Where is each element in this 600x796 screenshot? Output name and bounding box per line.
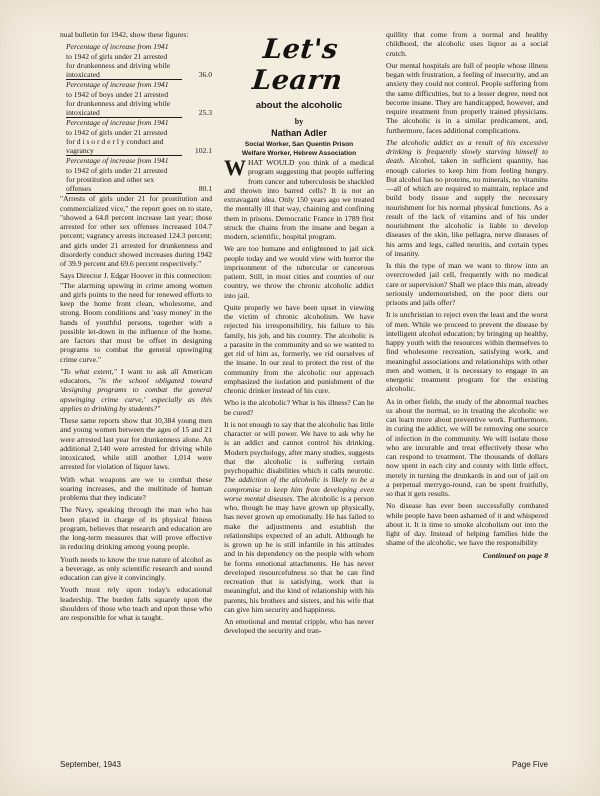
statistic-entry (60, 156, 212, 194)
statistic-text: for drunkenness and driving while (66, 98, 171, 108)
paragraph (224, 420, 374, 614)
paragraph: An emotional and mental cripple, who has never developed the security and tran- (224, 617, 374, 636)
page-footer (60, 760, 548, 769)
paragraph: Says Director J. Edgar Hoover in this connection: "The alarming upswing in crime among women and girls points to the need for renewed efforts to keep the home front clean, wholesome, and strong. Boom conditions and 'easy money' in the hands of youthful persons, together with a possible let-down in the influence of the home, are factors that must be offset in designing programs to combat the general upswinging crime curve." (60, 271, 212, 364)
text: HAT WOULD you think of a medical program suggesting that people suffering from cancer and tuberculosis be shackled and thrown into barred cells? It is not an extravagant idea. Only 150 years ago we treated the mentally ill that way, chaining and confining them in prisons. Democratic France in 1789 first struck the chains from the insane and began a modern, scientific, hospital program. (224, 158, 374, 241)
statistic-text: for d i s o r d e r l y conduct and (66, 136, 164, 146)
paragraph: No disease has ever been successfully combated while people have been ashamed of it and whispered about it. It is time to smoke alcoholism out into the light of day. Instead of helping families hide the shame of the alcoholic, we have the responsibility (386, 501, 548, 548)
statistic-text: to 1942 of girls under 21 arrested (66, 51, 168, 61)
right-column (386, 30, 548, 563)
statistic-value: 25.3 (198, 108, 212, 117)
article-subtitle: about the alcoholic (255, 100, 343, 111)
statistic-entry (60, 42, 212, 80)
paragraph: Quite properly we have been upset in viewing the victim of chronic alcoholism. We have rejected his irresponsibility, his failure to his family, his job, and his country. The alcoholic is a parasite in the community and so we wanted to get rid of him as, formerly, we rid ourselves of the insane. In our zeal to protect the rest of the community from the alcoholic our approach emphasized the isolation and punishment of the chronic drinker instead of his cure. (224, 302, 374, 395)
paragraph: Who is the alcoholic? What is his illness? Can he be cured? (224, 398, 374, 417)
statistic-text: to 1942 of boys under 21 arrested (66, 89, 169, 99)
paragraph: "Arrests of girls under 21 for prostitution and commercialized vice," the report goes on to state, "showed a 64.8 percent increase last year; those arrested for other sex offenses increased 104.7 percent; vagrancy arrests increased 124.3 percent; and girls under 21 arrested for drunkenness and disorderly conduct showed increases during 1942 of 39.9 percent and 69.6 percent respectively." (60, 194, 212, 268)
statistic-category: intoxicated (66, 70, 182, 80)
statistic-text: for drunkenness and driving while (66, 60, 171, 70)
byline-by: by (294, 117, 304, 126)
author-role: Social Worker, San Quentin Prison (244, 141, 354, 148)
statistic-category: intoxicated (66, 108, 182, 118)
paragraph: These same reports show that 10,384 young men and young women between the ages of 15 and 21 were arrested last year for drunkenness alone. An additional 2,140 were arrested for driving while intoxicated, while still another 1,014 were arrested for violation of liquor laws. (60, 416, 212, 472)
paragraph: Youth needs to know the true nature of alcohol as a beverage, as only scientific research and sound education can give it convincingly. (60, 554, 212, 582)
drop-cap: W (224, 155, 246, 180)
statistic-text: to 1942 of girls under 21 arrested (66, 127, 168, 137)
paragraph (224, 155, 374, 241)
statistic-text: for prostitution and other sex (66, 174, 155, 184)
intro-line: nual bulletin for 1942, show these figures: (60, 30, 189, 39)
continued-note: Continued on page 8 (482, 550, 548, 560)
emphasis: The addiction of the alcoholic is likely to be a compromise to keep him from developing even worse mental diseases. (224, 475, 374, 503)
paragraph: Youth must rely upon today's educational leadership. The burden falls squarely upon the shoulders of those who teach and upon those who are responsible for what is taught. (60, 585, 212, 622)
left-column (60, 30, 212, 625)
page-number: Page Five (511, 760, 548, 769)
statistic-entry (60, 118, 212, 156)
text: The alcoholic is a person who, though he may have grown up physically, has never grown up emotionally. He has failed to make the adjustments and establish the relationships expected of an adult. Although he is grown up he is still infantile in his attitudes and in his dependency on the people with whom he forms emotional attachments. He has never developed resourcefulness so that he can find recreation that is satisfying, work that is meaningful, and the kind of relationship with his parents, his brothers and sisters, and his wife that can give him security and happiness. (224, 493, 374, 614)
paragraph: The Navy, speaking through the man who has been placed in charge of its physical fitness program, believes that research and education are the long-term measures that will prove effective in reducing drinking among young people. (60, 505, 212, 552)
paragraph: We are too humane and enlightened to jail sick people today and we would view with horror the imprisonment of the tubercular or cancerous patient. Still, in most cities and counties of our country, we throw the chronic alcoholic addict into jail. (224, 244, 374, 300)
statistics-list (60, 42, 212, 194)
paragraph: quillity that come from a normal and healthy childhood, the alcoholic uses liquor as a social crutch. (386, 30, 548, 58)
statistic-entry (60, 80, 212, 118)
issue-date: September, 1943 (60, 760, 121, 769)
statistic-value-row (66, 70, 212, 80)
paragraph: Is this the type of man we want to throw into an overcrowded jail cell, frequently with no medical care or supervision? Shall we place this man, already seriously undernourished, on the poor diets our prisons and jails offer? (386, 261, 548, 307)
statistic-text: to 1942 of girls under 21 arrested (66, 165, 168, 175)
paragraph: It is unchristian to reject even the least and the worst of men. While we proceed to prevent the disease by intelligent alcohol education; by bringing up healthy, happy youth with the resources within themselves to find wholesome recreation, satisfying work, and meaningful associations and relationships with other men and women, it is necessary to engage in an energetic treatment program for the existing alcoholic. (386, 310, 548, 394)
statistic-category: offenses (66, 184, 182, 194)
paragraph: With what weapons are we to combat these soaring increases, and the multitude of human problems that they indicate? (60, 474, 212, 502)
article-header (224, 30, 374, 158)
middle-column (224, 155, 374, 639)
paragraph (386, 138, 548, 258)
paragraph: As in other fields, the study of the abnormal teaches us about the normal, so in treating the alcoholic we can learn more about preventive work. Furthermore, in curing the addict, we will be removing one source of infection in the community. We will isolate those who are incurable and treat effectively those who can respond to treatment. The thousands of dollars now spent in each city and county with little effect, merely in turning the drunkards in and out of jail on a perpetual merrygo-round, can be spent fruitfully, so that it gets results. (386, 396, 548, 498)
emphasis: "is the school obligated toward 'designing programs to combat the general upswinging crime curve,' especially as this applies to drinking by students?" (60, 376, 212, 413)
text: I want to ask all American educators, (60, 366, 212, 385)
paragraph (60, 367, 212, 413)
emphasis: The alcoholic addict as a result of his excessive drinking is frequently slowly starving himself to death. (386, 137, 548, 166)
statistic-value-row (66, 184, 212, 194)
author-name: Nathan Adler (271, 128, 327, 138)
statistic-value: 102.1 (194, 146, 212, 155)
statistic-heading: Percentage of increase from 1941 (66, 118, 169, 128)
statistic-value: 80.1 (198, 184, 212, 193)
text: Alcohol, taken in sufficient quantity, has enough calories to keep him from feeling hungry. But alcohol has no proteins, no minerals, no vitamins—all of which are required to maintain, replace and build body tissue and supply the necessary nourishment for his normal physical functions. As a result of the lack of vitamins and of his under nourishment the alcoholic is liable to develop diseases of the skin, like pellagra, nerve diseases of his arms and legs, called neuritis, and certain types of insanity. (386, 156, 548, 258)
author-role: Welfare Worker, Hebrew Association (241, 149, 357, 157)
statistic-value: 36.0 (198, 70, 212, 79)
statistic-category: vagrancy (66, 146, 182, 156)
section-logo: Let's Learn (250, 34, 344, 96)
statistic-heading: Percentage of increase from 1941 (66, 80, 169, 90)
emphasis: "To what extent," (60, 366, 117, 376)
statistic-value-row (66, 146, 212, 156)
paragraph: Our mental hospitals are full of people whose illness began with frustration, a feeling of insecurity, and an anxiety they could not control. People suffering from the same difficulties, but to a lesser degree, need not become insane. They are handicapped, however, and require treatment from properly trained physicians. The alcoholic is in a similar predicament, and, furthermore, faces additional complications. (386, 60, 548, 135)
statistic-heading: Percentage of increase from 1941 (66, 42, 169, 52)
statistic-value-row (66, 108, 212, 118)
text: It is not enough to say that the alcoholic has little character or will power. We have to ask why he is an addict and cannot control his drinking. Modern psychology, after many studies, suggests that the alcoholic is suffering certain psychopathic disabilities which it calls neurotic. (224, 419, 374, 475)
statistic-heading: Percentage of increase from 1941 (66, 156, 169, 166)
